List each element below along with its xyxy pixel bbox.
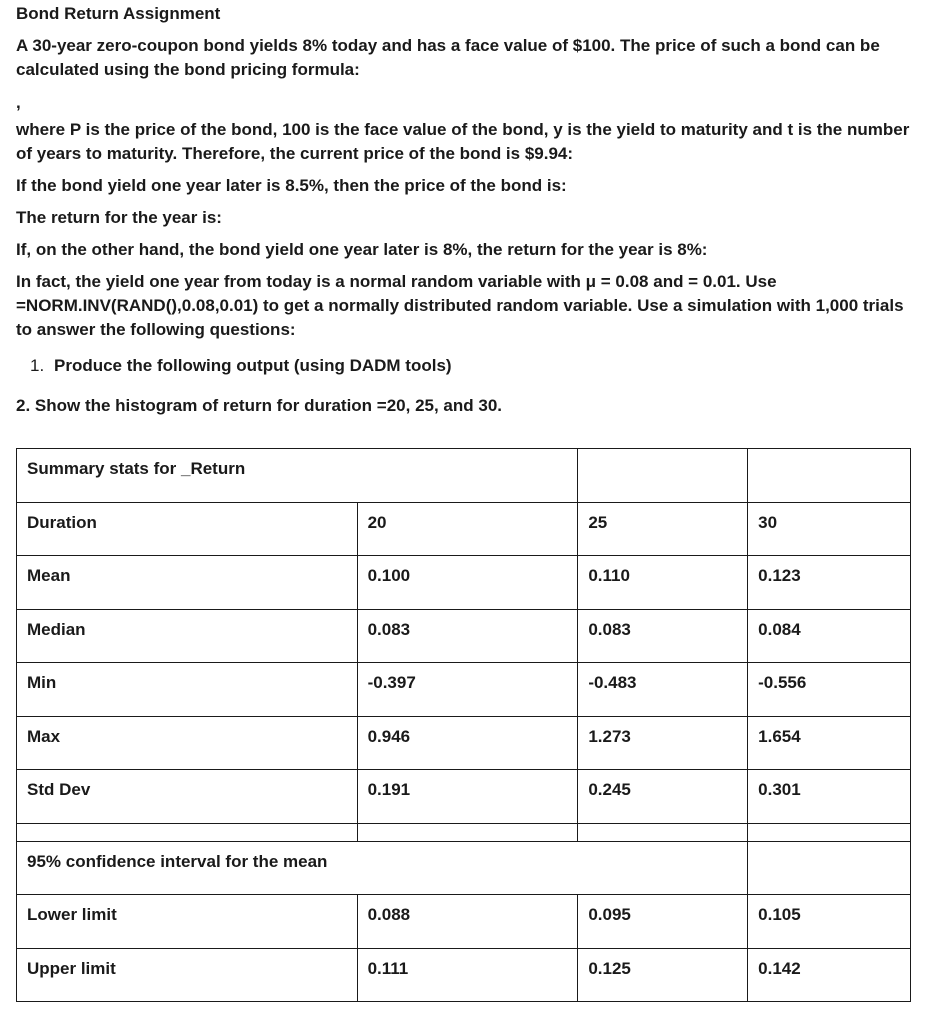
- table-cell: 0.105: [748, 895, 911, 949]
- return-paragraph: The return for the year is:: [16, 208, 222, 227]
- table-row: [17, 502, 911, 556]
- table-cell: -0.556: [748, 663, 911, 717]
- table-cell: 25: [578, 502, 748, 556]
- table-row: [17, 609, 911, 663]
- table-cell: -0.483: [578, 663, 748, 717]
- table-cell: 20: [357, 502, 578, 556]
- row-label: Upper limit: [17, 948, 358, 1002]
- table-row: [17, 716, 911, 770]
- ci-header-cell: 95% confidence interval for the mean: [17, 841, 748, 895]
- row-label: Std Dev: [17, 770, 358, 824]
- table-cell: [748, 823, 911, 841]
- table-cell: [578, 823, 748, 841]
- table-cell: 0.946: [357, 716, 578, 770]
- row-label: Lower limit: [17, 895, 358, 949]
- yield-85-paragraph: If the bond yield one year later is 8.5%, then the price of the bond is:: [16, 176, 567, 195]
- row-label: Median: [17, 609, 358, 663]
- list-item-text: Produce the following output (using DADM tools): [54, 356, 452, 375]
- table-cell: 0.301: [748, 770, 911, 824]
- table-cell: 0.088: [357, 895, 578, 949]
- table-cell: 0.142: [748, 948, 911, 1002]
- table-cell: 0.083: [578, 609, 748, 663]
- table-cell: 0.125: [578, 948, 748, 1002]
- summary-stats-table: [16, 448, 911, 1002]
- table-cell: 0.191: [357, 770, 578, 824]
- row-label: Min: [17, 663, 358, 717]
- row-label: Max: [17, 716, 358, 770]
- table-cell: 0.084: [748, 609, 911, 663]
- table-cell: 0.245: [578, 770, 748, 824]
- table-cell: 1.654: [748, 716, 911, 770]
- table-cell: [357, 823, 578, 841]
- intro-paragraph: A 30-year zero-coupon bond yields 8% today and has a face value of $100. The price of such a bond can be calculated using the bond pricing formula:: [16, 36, 880, 79]
- table-cell: 0.095: [578, 895, 748, 949]
- table-spacer-row: [17, 823, 911, 841]
- table-header-cell: Summary stats for _Return: [17, 449, 578, 503]
- list-item-number: 1.: [30, 356, 45, 375]
- question-list: [16, 354, 914, 378]
- table-header-row: [17, 449, 911, 503]
- histogram-question: 2. Show the histogram of return for duration =20, 25, and 30.: [16, 396, 503, 415]
- row-label: Duration: [17, 502, 358, 556]
- table-row: [17, 556, 911, 610]
- yield-8-paragraph: If, on the other hand, the bond yield one year later is 8%, the return for the year is 8%:: [16, 240, 708, 259]
- table-cell: 0.083: [357, 609, 578, 663]
- table-cell: 1.273: [578, 716, 748, 770]
- table-cell: -0.397: [357, 663, 578, 717]
- table-cell: [748, 449, 911, 503]
- formula-placeholder: ,: [16, 93, 21, 112]
- formula-explanation-paragraph: where P is the price of the bond, 100 is the face value of the bond, y is the yield to maturity and t is the number of years to maturity. Therefore, the current price of the bond is $9.94:: [16, 120, 910, 163]
- table-cell: 0.100: [357, 556, 578, 610]
- table-cell: [17, 823, 358, 841]
- table-cell: 0.123: [748, 556, 911, 610]
- table-cell: 30: [748, 502, 911, 556]
- document-body: [16, 0, 914, 418]
- simulation-paragraph: In fact, the yield one year from today is a normal random variable with μ = 0.08 and = 0.01. Use =NORM.INV(RAND(),0.08,0.01) to get a normally distributed random variable. Use a simulation with 1,000 trials to answer the following questions:: [16, 272, 904, 339]
- ci-header-row: [17, 841, 911, 895]
- table-row: [17, 663, 911, 717]
- table-cell: 0.111: [357, 948, 578, 1002]
- table-cell: [578, 449, 748, 503]
- table-row: [17, 770, 911, 824]
- document-title: Bond Return Assignment: [16, 4, 221, 23]
- table-cell: [748, 841, 911, 895]
- table-cell: 0.110: [578, 556, 748, 610]
- row-label: Mean: [17, 556, 358, 610]
- table-row: [17, 895, 911, 949]
- table-row: [17, 948, 911, 1002]
